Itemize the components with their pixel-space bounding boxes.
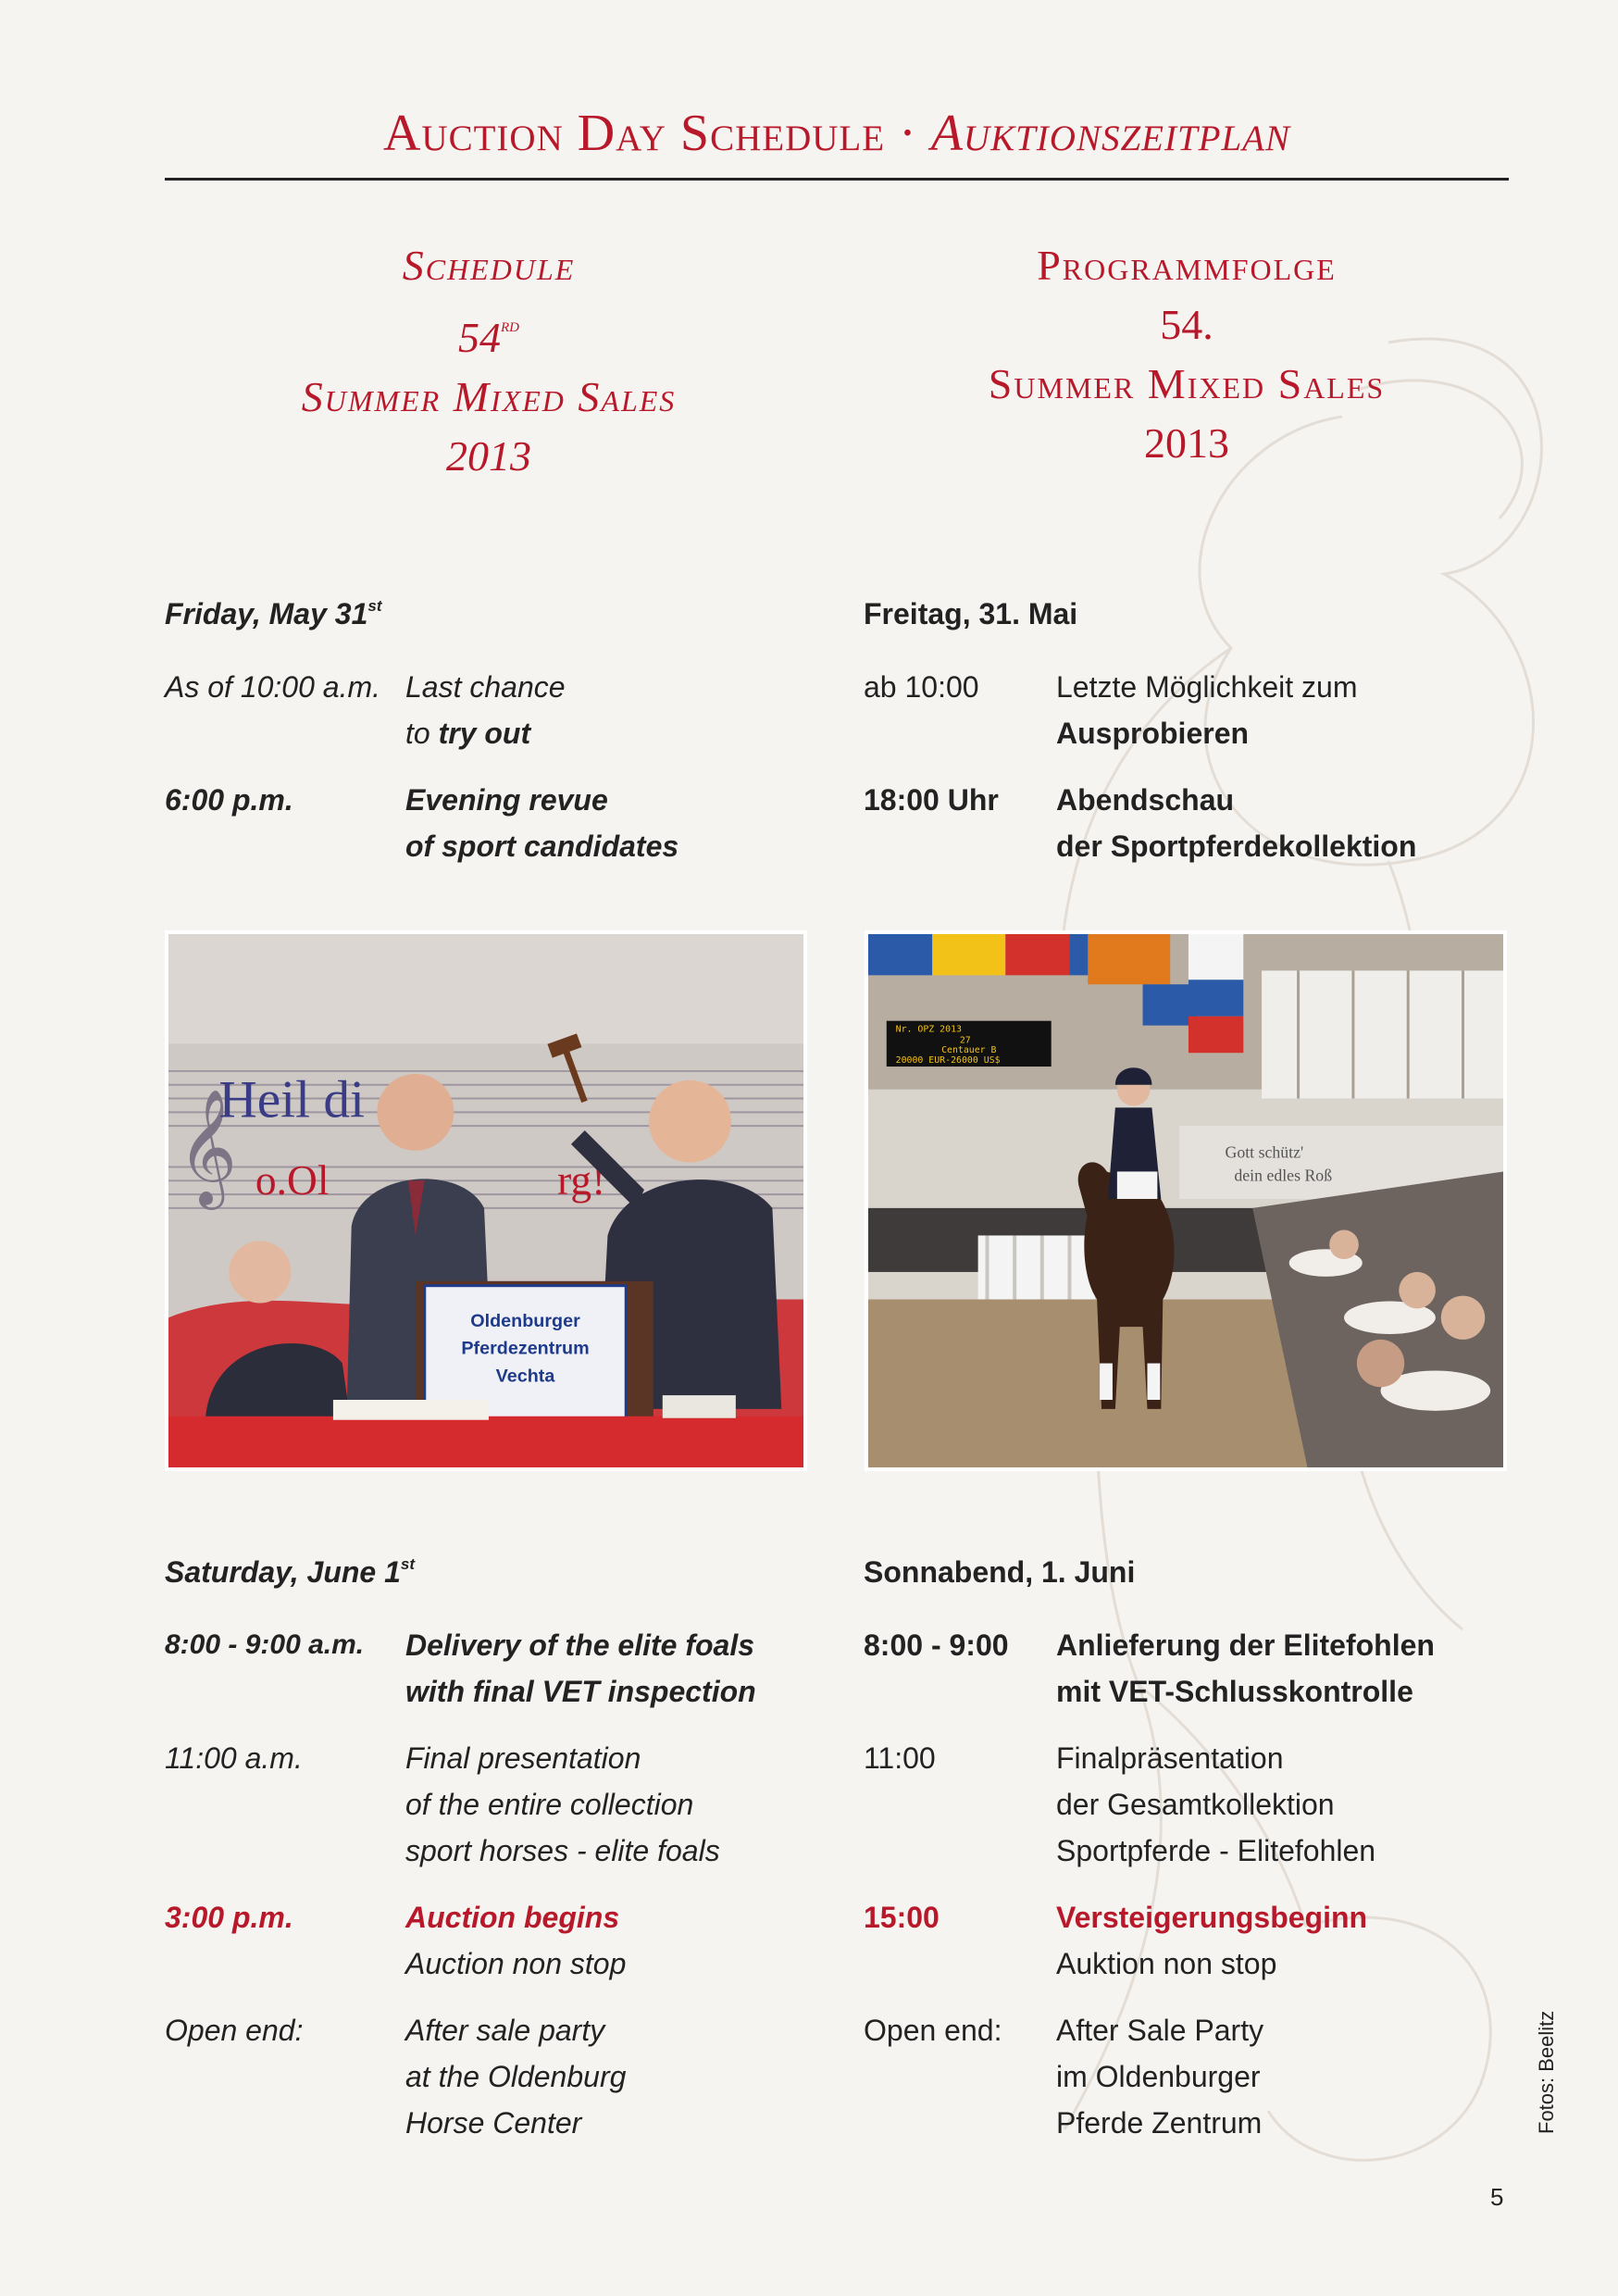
schedule-entry: [165, 1894, 868, 1987]
schedule-entry: [864, 1894, 1567, 1987]
day-heading: Freitag, 31. Mai: [864, 597, 1078, 630]
title-de: Auktionszeitplan: [930, 105, 1290, 162]
entry-time: 11:00: [864, 1741, 936, 1775]
entry-time: As of 10:00 a.m.: [165, 670, 381, 704]
heading-de: [900, 236, 1474, 473]
page-title: [165, 104, 1509, 163]
svg-text:Vechta: Vechta: [495, 1366, 555, 1387]
entry-time: 8:00 - 9:00: [864, 1628, 1009, 1662]
heading-en-edition: 54rd: [458, 313, 519, 361]
entry-description: Auction begins Auction non stop: [405, 1901, 627, 1980]
entry-time: Open end:: [165, 2014, 304, 2047]
page-number: 5: [1490, 2183, 1504, 2211]
entry-time: 15:00: [864, 1901, 940, 1934]
day-heading: Friday, May 31st: [165, 597, 382, 630]
heading-en-year: 2013: [446, 432, 531, 480]
schedule-entry: [864, 664, 1567, 756]
photo-credit: Fotos: Beelitz: [1535, 2010, 1558, 2134]
schedule-entry: [864, 2007, 1567, 2146]
schedule-entry: [165, 2007, 868, 2146]
friday-schedule-en: [165, 597, 868, 869]
friday-schedule-de: [864, 597, 1567, 869]
schedule-entry: [864, 777, 1567, 869]
svg-text:o.Ol: o.Ol: [255, 1157, 330, 1204]
entry-description: Last chance to try out: [405, 670, 566, 750]
svg-text:27: 27: [959, 1035, 971, 1046]
day-heading: Sonnabend, 1. Juni: [864, 1555, 1136, 1589]
saturday-schedule-en: [165, 1555, 868, 2146]
title-separator: ·: [885, 105, 931, 162]
svg-text:Pferdezentrum: Pferdezentrum: [461, 1338, 590, 1359]
heading-de-line1: Programmfolge: [1037, 242, 1337, 289]
entry-time: ab 10:00: [864, 670, 979, 704]
entry-description: Versteigerungsbeginn Auktion non stop: [1056, 1901, 1368, 1980]
entry-description: After sale party at the Oldenburg Horse Center: [405, 2014, 627, 2140]
heading-en: [202, 236, 776, 486]
svg-text:Gott schütz': Gott schütz': [1225, 1142, 1304, 1162]
svg-text:Heil di: Heil di: [218, 1070, 365, 1129]
entry-description: Evening revue of sport candidates: [405, 783, 679, 863]
entry-description: Delivery of the elite foals with final VET inspection: [405, 1628, 756, 1708]
schedule-entry: [165, 1622, 868, 1715]
entry-description: Abendschau der Sportpferdekollektion: [1056, 783, 1417, 863]
entry-description: Anlieferung der Elitefohlen mit VET-Schlusskontrolle: [1056, 1628, 1435, 1708]
schedule-entry: [864, 1735, 1567, 1874]
arena-photo: [865, 930, 1507, 1471]
heading-en-line3: Summer Mixed Sales: [301, 373, 677, 420]
title-rule: [165, 178, 1509, 181]
schedule-entry: [165, 664, 868, 756]
svg-text:Nr. OPZ 2013: Nr. OPZ 2013: [895, 1024, 962, 1035]
entry-description: Final presentation of the entire collection sport horses - elite foals: [405, 1741, 720, 1867]
svg-text:rg!: rg!: [557, 1157, 606, 1204]
entry-time: 8:00 - 9:00 a.m.: [165, 1629, 365, 1660]
day-heading: Saturday, June 1st: [165, 1555, 416, 1589]
auction-photo: [165, 930, 807, 1471]
entry-time: 3:00 p.m.: [165, 1901, 293, 1934]
schedule-entry: [864, 1622, 1567, 1715]
saturday-schedule-de: [864, 1555, 1567, 2146]
svg-text:dein edles Roß: dein edles Roß: [1234, 1166, 1333, 1185]
svg-text:Oldenburger: Oldenburger: [470, 1311, 580, 1332]
entry-time: 6:00 p.m.: [165, 783, 293, 817]
schedule-entry: [165, 1735, 868, 1874]
entry-description: Letzte Möglichkeit zum Ausprobieren: [1056, 670, 1358, 750]
schedule-entry: [165, 777, 868, 869]
heading-de-year: 2013: [1144, 419, 1229, 467]
heading-de-line3: Summer Mixed Sales: [988, 360, 1386, 407]
entry-time: Open end:: [864, 2014, 1002, 2047]
heading-en-line1: Schedule: [402, 242, 576, 289]
heading-de-edition: 54.: [1160, 301, 1214, 348]
svg-text:Centauer B: Centauer B: [941, 1045, 997, 1056]
entry-description: After Sale Party im Oldenburger Pferde Zentrum: [1056, 2014, 1264, 2140]
entry-time: 18:00 Uhr: [864, 783, 999, 817]
entry-description: Finalpräsentation der Gesamtkollektion Sportpferde - Elitefohlen: [1056, 1741, 1376, 1867]
svg-text:𝄞: 𝄞: [177, 1087, 238, 1205]
svg-text:20000 EUR-26000 US$: 20000 EUR-26000 US$: [895, 1055, 1001, 1067]
title-en: Auction Day Schedule: [382, 105, 886, 162]
entry-time: 11:00 a.m.: [165, 1741, 303, 1775]
